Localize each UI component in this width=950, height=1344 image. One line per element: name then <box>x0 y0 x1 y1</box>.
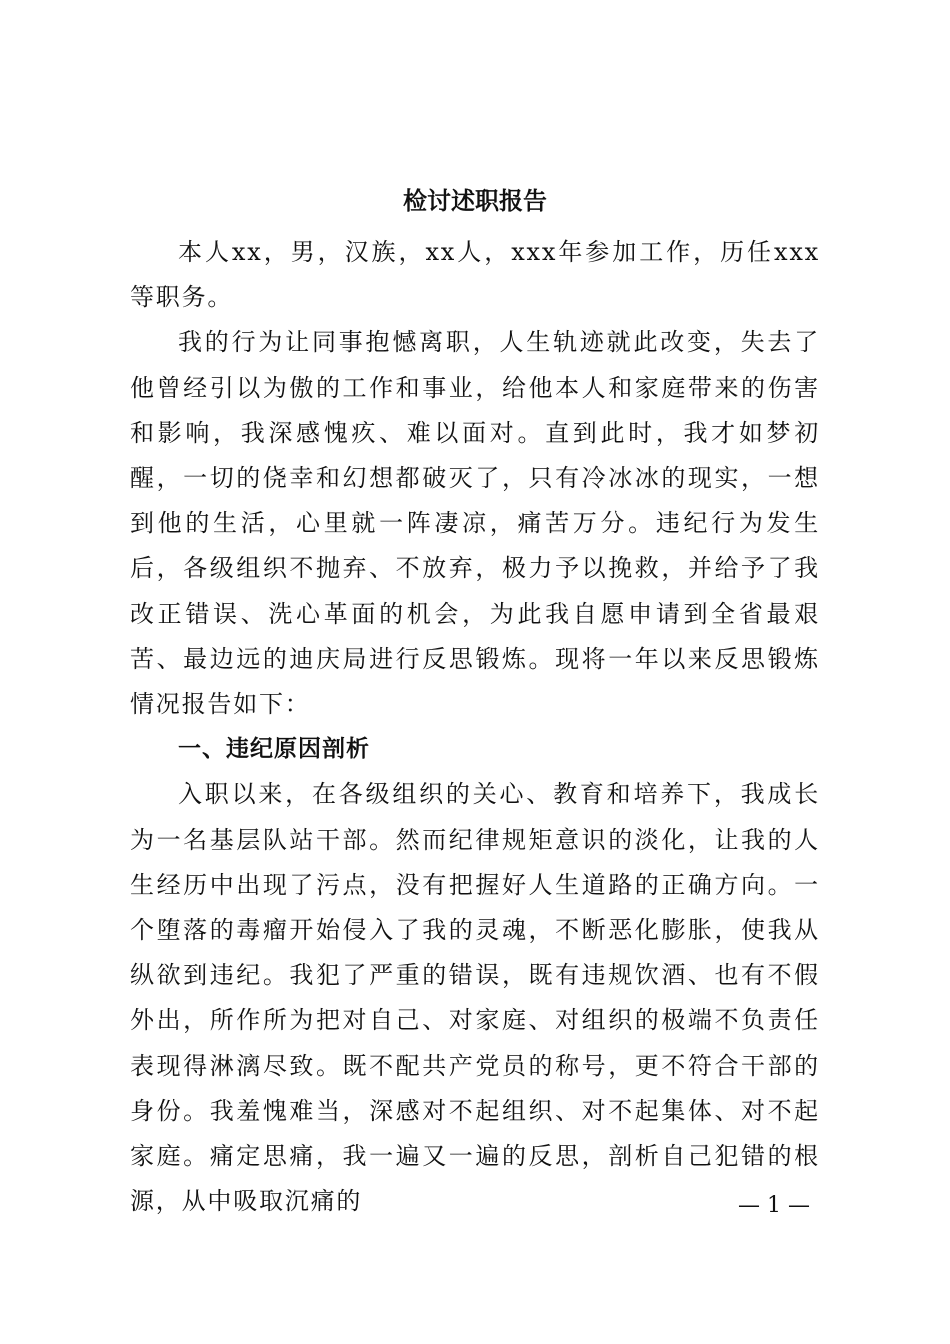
paragraph-intro: 本人xx，男，汉族，xx人，xxx年参加工作，历任xxx等职务。 <box>130 238 820 312</box>
document-body <box>130 230 820 1224</box>
paragraph-reflection: 我的行为让同事抱憾离职，人生轨迹就此改变，失去了他曾经引以为傲的工作和事业，给他本人和家庭带来的伤害和影响，我深感愧疚、难以面对。直到此时，我才如梦初醒，一切的侥幸和幻想都破灭了，只有冷冰冰的现实，一想到他的生活，心里就一阵凄凉，痛苦万分。违纪行为发生后，各级组织不抛弃、不放弃，极力予以挽救，并给予了我改正错误、洗心革面的机会，为此我自愿申请到全省最艰苦、最边远的迪庆局进行反思锻炼。现将一年以来反思锻炼情况报告如下： <box>130 328 820 719</box>
document-title: 检讨述职报告 <box>403 186 547 215</box>
page-number: — 1 — <box>738 1193 810 1218</box>
paragraph-violation-analysis: 入职以来，在各级组织的关心、教育和培养下，我成长为一名基层队站干部。然而纪律规矩意识的淡化，让我的人生经历中出现了污点，没有把握好人生道路的正确方向。一个堕落的毒瘤开始侵入了我的灵魂，不断恶化膨胀，使我从纵欲到违纪。我犯了严重的错误，既有违规饮酒、也有不假外出，所作所为把对自己、对家庭、对组织的极端不负责任表现得淋漓尽致。既不配共产党员的称号，更不符合干部的身份。我羞愧难当，深感对不起组织、对不起集体、对不起家庭。痛定思痛，我一遍又一遍的反思，剖析自己犯错的根源，从中吸取沉痛的 <box>130 780 820 1216</box>
section-heading-violation-analysis: 一、违纪原因剖析 <box>178 736 370 763</box>
